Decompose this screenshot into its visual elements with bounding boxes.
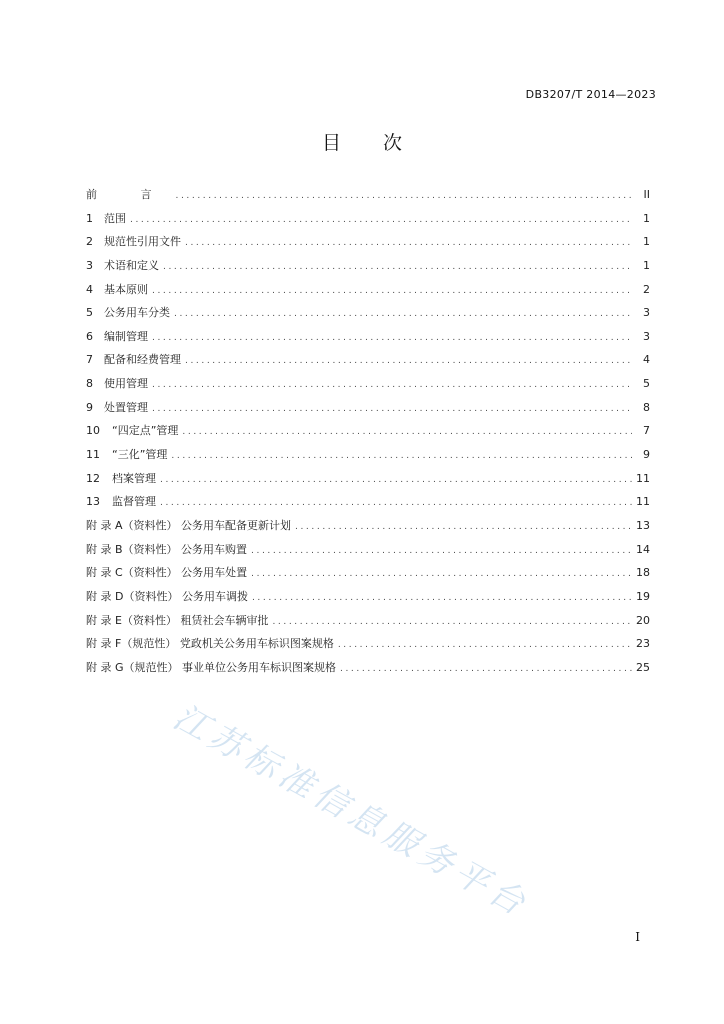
toc-entry-supervision[interactable]	[86, 493, 650, 517]
toc-entry-four-fixed-points[interactable]	[86, 422, 650, 446]
toc-entry-title: 规范性引用文件	[104, 235, 181, 249]
toc-dot-leader	[152, 286, 632, 296]
toc-dot-leader	[182, 427, 632, 437]
toc-title: 目 次	[321, 132, 421, 154]
toc-entry-number: 3	[86, 258, 93, 272]
toc-entry-page: 4	[643, 353, 650, 367]
toc-entry-page: 1	[643, 235, 650, 249]
toc-entry-title: 附 录 E（资料性） 租赁社会车辆审批	[86, 613, 269, 627]
toc-entry-title: 附 录 C（资料性） 公务用车处置	[86, 566, 248, 580]
toc-dot-leader	[251, 546, 632, 556]
toc-entry-page: 14	[636, 542, 650, 556]
toc-entry-title: 处置管理	[104, 400, 148, 414]
toc-entry-page: II	[643, 188, 650, 201]
toc-entry-disposal[interactable]	[86, 399, 650, 423]
toc-entry-page: 25	[636, 660, 650, 674]
toc-entry-page: 2	[643, 282, 650, 296]
toc-dot-leader	[295, 522, 632, 532]
toc-entry-classification[interactable]	[86, 304, 650, 328]
toc-entry-page: 11	[636, 471, 650, 485]
toc-entry-number: 12	[86, 471, 100, 485]
toc-entry-appendix-g[interactable]	[86, 659, 650, 683]
toc-entry-archives[interactable]	[86, 470, 650, 494]
toc-entry-title: “三化”管理	[112, 448, 168, 462]
toc-entry-title: 术语和定义	[104, 258, 159, 272]
toc-entry-page: 3	[643, 306, 650, 320]
toc-entry-title: 公务用车分类	[104, 306, 170, 320]
toc-entry-page: 20	[636, 613, 650, 627]
toc-dot-leader	[176, 191, 633, 201]
toc-dot-leader	[252, 593, 632, 603]
toc-entry-page: 9	[643, 448, 650, 462]
toc-dot-leader	[174, 309, 632, 319]
toc-entry-number: 11	[86, 448, 100, 462]
toc-dot-leader	[340, 664, 632, 674]
toc-dot-leader	[160, 498, 632, 508]
toc-dot-leader	[185, 356, 632, 366]
toc-entry-title: 前 言	[86, 188, 172, 201]
toc-entry-title: 附 录 G（规范性） 事业单位公务用车标识图案规格	[86, 660, 337, 674]
toc-dot-leader	[251, 569, 632, 579]
toc-entry-title: “四定点”管理	[112, 424, 179, 438]
toc-entry-page: 3	[643, 329, 650, 343]
toc-dot-leader	[152, 404, 632, 414]
toc-entry-allocation[interactable]	[86, 351, 650, 375]
toc-entry-page: 11	[636, 495, 650, 509]
toc-entry-number: 13	[86, 495, 100, 509]
toc-entry-page: 18	[636, 566, 650, 580]
toc-entry-number: 5	[86, 306, 93, 320]
toc-dot-leader	[338, 640, 632, 650]
toc-entry-preface[interactable]	[86, 186, 650, 210]
toc-entry-page: 1	[643, 258, 650, 272]
toc-entry-scope[interactable]	[86, 210, 650, 234]
toc-entry-title: 基本原则	[104, 282, 148, 296]
toc-entry-number: 7	[86, 353, 93, 367]
toc-entry-appendix-e[interactable]	[86, 612, 650, 636]
toc-entry-title: 附 录 A（资料性） 公务用车配备更新计划	[86, 518, 292, 532]
toc-dot-leader	[163, 262, 632, 272]
toc-dot-leader	[160, 475, 632, 485]
toc-entry-page: 19	[636, 589, 650, 603]
toc-entry-page: 5	[643, 377, 650, 391]
toc-entry-number: 4	[86, 282, 93, 296]
toc-entry-title: 附 录 B（资料性） 公务用车购置	[86, 542, 248, 556]
toc-entry-title: 档案管理	[112, 471, 156, 485]
table-of-contents	[86, 186, 650, 682]
toc-entry-number: 2	[86, 235, 93, 249]
toc-entry-number: 1	[86, 211, 93, 225]
watermark: 江苏标准信息服务平台	[166, 696, 536, 926]
toc-entry-three-modernizations[interactable]	[86, 446, 650, 470]
page-number: I	[635, 930, 640, 944]
toc-entry-title: 附 录 D（资料性） 公务用车调拨	[86, 589, 248, 603]
toc-entry-number: 10	[86, 424, 100, 438]
document-number: DB3207/T 2014—2023	[525, 88, 656, 101]
toc-entry-page: 7	[643, 424, 650, 438]
toc-entry-number: 8	[86, 377, 93, 391]
toc-entry-appendix-f[interactable]	[86, 635, 650, 659]
toc-entry-page: 23	[636, 637, 650, 651]
toc-entry-title: 配备和经费管理	[104, 353, 181, 367]
toc-entry-appendix-a[interactable]	[86, 517, 650, 541]
toc-entry-page: 1	[643, 211, 650, 225]
toc-entry-number: 6	[86, 329, 93, 343]
toc-entry-staffing[interactable]	[86, 328, 650, 352]
toc-entry-normative-references[interactable]	[86, 233, 650, 257]
toc-entry-terms[interactable]	[86, 257, 650, 281]
toc-entry-appendix-b[interactable]	[86, 541, 650, 565]
toc-entry-principles[interactable]	[86, 281, 650, 305]
toc-entry-appendix-d[interactable]	[86, 588, 650, 612]
toc-dot-leader	[152, 333, 632, 343]
toc-entry-title: 附 录 F（规范性） 党政机关公务用车标识图案规格	[86, 637, 334, 651]
toc-entry-number: 9	[86, 400, 93, 414]
toc-entry-usage[interactable]	[86, 375, 650, 399]
toc-entry-page: 8	[643, 400, 650, 414]
toc-entry-page: 13	[636, 518, 650, 532]
toc-dot-leader	[152, 380, 632, 390]
toc-entry-title: 编制管理	[104, 329, 148, 343]
toc-dot-leader	[171, 451, 632, 461]
toc-dot-leader	[185, 238, 632, 248]
toc-entry-title: 使用管理	[104, 377, 148, 391]
toc-entry-title: 监督管理	[112, 495, 156, 509]
toc-entry-title: 范围	[104, 211, 126, 225]
toc-entry-appendix-c[interactable]	[86, 564, 650, 588]
toc-dot-leader	[130, 215, 632, 225]
toc-dot-leader	[272, 617, 632, 627]
